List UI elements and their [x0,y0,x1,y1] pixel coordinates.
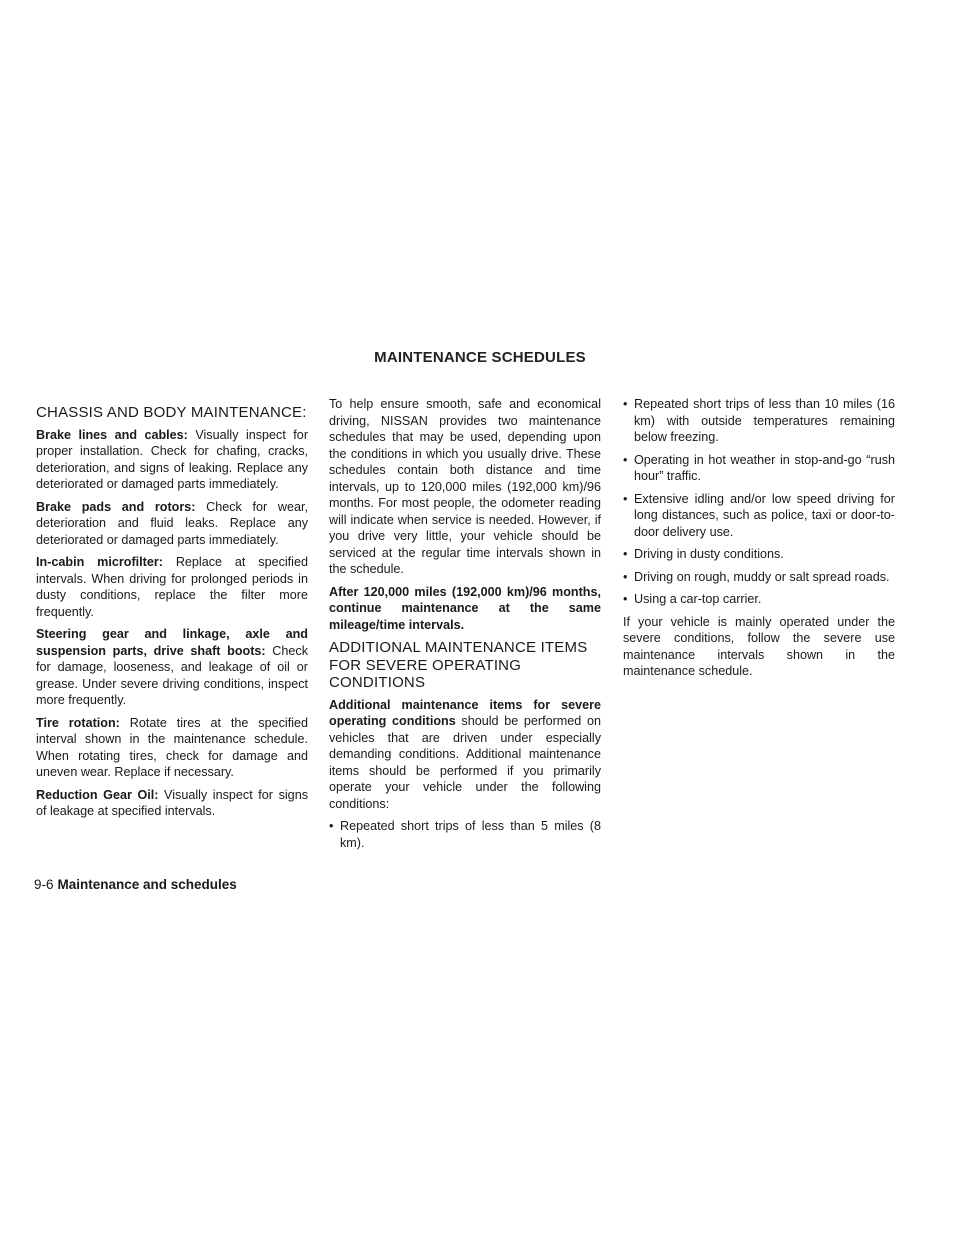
item-label: Brake lines and cables: [36,427,188,442]
severe-conditions-paragraph [329,697,601,813]
microfilter-item [36,554,308,620]
item-label: Steering gear and linkage, axle and suspension parts, drive shaft boots: [36,627,308,658]
item-text: should be performed on vehicles that are driven under especially demanding conditions. Additional maintenance items should be performed if you primarily operate your vehicle under the following conditions: [329,714,601,811]
item-label: Reduction Gear Oil: [36,787,159,802]
column-conditions [623,396,895,686]
item-text: Check for wear, deterioration and fluid leaks. Replace any deteriorated or damaged parts immediately. [36,499,308,547]
column-schedules-intro [329,396,601,857]
bullet-icon: • [623,569,628,584]
column-chassis-body [36,404,308,826]
bold-note-text: After 120,000 miles (192,000 km)/96 months, continue maintenance at the same mileage/time intervals. [329,584,601,632]
bullet-icon: • [623,547,628,561]
list-item-text: Repeated short trips of less than 5 miles (8 km). [340,819,601,850]
list-item-text: Using a car-top carrier. [634,592,762,606]
bold-note [329,584,601,634]
reduction-gear-item [36,787,308,820]
bullet-icon: • [623,397,628,411]
list-item [623,591,895,608]
item-label: In-cabin microfilter: [36,555,163,569]
tire-rotation-item [36,715,308,781]
list-item-text: Repeated short trips of less than 10 miles (16 km) with outside temperatures remaining below freezing. [634,397,895,444]
list-item-text: Driving in dusty conditions. [634,547,784,561]
page-number: 9-6 [34,877,54,892]
item-text: Replace at specified intervals. When driving for prolonged periods in dusty conditions, replace the filter more frequently. [36,555,308,619]
item-text: Visually inspect for signs of leakage at specified intervals. [36,787,308,818]
bullet-icon: • [623,491,628,506]
item-text: Rotate tires at the specified interval shown in the maintenance schedule. When rotating tires, check for damage and uneven wear. Replace if necessary. [36,715,308,779]
list-item [623,569,895,586]
brake-pads-item [36,499,308,549]
item-label: Brake pads and rotors: [36,499,196,514]
item-label: Tire rotation: [36,715,120,730]
list-item-text: Driving on rough, muddy or salt spread roads. [634,569,890,584]
chassis-body-heading: CHASSIS AND BODY MAINTENANCE: [36,404,307,421]
list-item [623,452,895,485]
list-item [329,818,601,851]
list-item-text: Operating in hot weather in stop-and-go “rush hour” traffic. [634,452,895,483]
closing-paragraph: If your vehicle is mainly operated under the severe conditions, follow the severe use maintenance intervals shown in the maintenance schedule. [623,614,895,678]
list-item [623,491,895,541]
chapter-title: Maintenance and schedules [57,877,237,892]
bullet-icon: • [623,592,628,606]
page-footer [34,877,237,892]
item-text: Visually inspect for proper installation. Check for chafing, cracks, deterioration, and signs of leaking. Replace any deteriorated or damaged parts immediately. [36,427,309,491]
severe-conditions-heading: ADDITIONAL MAINTENANCE ITEMS FOR SEVERE OPERATING CONDITIONS [329,639,588,691]
list-item [623,546,895,563]
list-item-text: Extensive idling and/or low speed driving for long distances, such as police, taxi or door-to-door delivery use. [634,491,895,539]
section-header: MAINTENANCE SCHEDULES [374,349,586,366]
bullet-icon: • [329,819,334,833]
list-item [623,396,895,446]
steering-gear-item [36,626,308,709]
bullet-icon: • [623,452,628,467]
item-text: Check for damage, looseness, and leakage of oil or grease. Under severe driving conditions, inspect more frequently. [36,643,308,707]
intro-paragraph: To help ensure smooth, safe and economical driving, NISSAN provides two maintenance schedules that may be used, depending upon the conditions in which you usually drive. These schedules contain both distance and time intervals, up to 120,000 miles (192,000 km)/96 months. For most people, the odometer reading will indicate when service is needed. However, if you drive very little, your vehicle should be serviced at the regular time intervals shown in the schedule. [329,397,601,576]
item-label: Additional maintenance items for severe operating conditions [329,697,601,728]
brake-lines-item [36,427,308,493]
